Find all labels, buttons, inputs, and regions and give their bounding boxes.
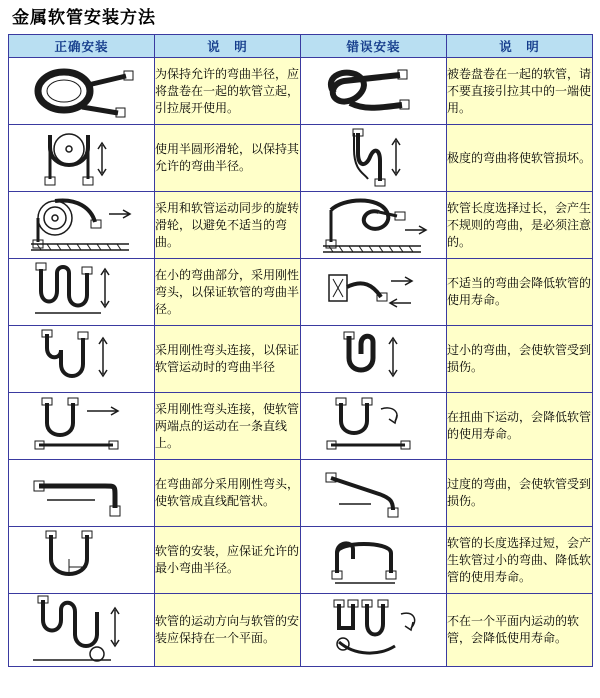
correct-install-figure — [9, 326, 155, 393]
correct-description: 为保持允许的弯曲半径，应将盘卷在一起的软管立起，引拉展开使用。 — [155, 58, 301, 125]
coiled-hose-correct-icon — [9, 61, 154, 121]
header-description-1: 说 明 — [155, 35, 301, 58]
installation-methods-table — [8, 34, 593, 667]
twisting-motion-wrong-icon — [301, 395, 446, 457]
correct-install-figure — [9, 460, 155, 527]
long-hose-wrong-icon — [301, 194, 446, 256]
table-row — [9, 527, 593, 594]
table-row — [9, 125, 593, 192]
min-bend-radius-correct-icon — [9, 529, 154, 591]
correct-description: 软管的运动方向与软管的安装应保持在一个平面。 — [155, 594, 301, 667]
correct-install-figure — [9, 393, 155, 460]
table-header-row — [9, 35, 593, 58]
wrong-description: 过小的弯曲，会使软管受到损伤。 — [447, 326, 593, 393]
wrong-install-figure — [301, 58, 447, 125]
rotating-pulley-correct-icon — [9, 194, 154, 256]
correct-install-figure — [9, 125, 155, 192]
out-of-plane-motion-wrong-icon — [301, 594, 446, 666]
correct-install-figure — [9, 58, 155, 125]
wrong-install-figure — [301, 259, 447, 326]
wrong-install-figure — [301, 125, 447, 192]
correct-description: 软管的安装，应保证允许的最小弯曲半径。 — [155, 527, 301, 594]
rigid-elbow-connection-correct-icon — [9, 328, 154, 390]
table-header — [9, 35, 593, 58]
correct-install-figure — [9, 527, 155, 594]
rigid-elbow-small-bend-correct-icon — [9, 261, 154, 323]
table-row — [9, 259, 593, 326]
table-row — [9, 460, 593, 527]
wrong-install-figure — [301, 594, 447, 667]
straight-line-motion-correct-icon — [9, 395, 154, 457]
wrong-install-figure — [301, 326, 447, 393]
correct-description: 使用半圆形滑轮，以保持其允许的弯曲半径。 — [155, 125, 301, 192]
too-small-bend-wrong-icon — [301, 328, 446, 390]
sharp-bend-wrong-icon — [301, 127, 446, 189]
correct-install-figure — [9, 192, 155, 259]
wrong-description: 极度的弯曲将使软管损坏。 — [447, 125, 593, 192]
wrong-description: 被卷盘卷在一起的软管，请不要直接引拉其中的一端使用。 — [447, 58, 593, 125]
wrong-description: 过度的弯曲，会使软管受到损伤。 — [447, 460, 593, 527]
table-row — [9, 594, 593, 667]
table-row — [9, 326, 593, 393]
excessive-bend-wrong-icon — [301, 464, 446, 522]
wrong-install-figure — [301, 460, 447, 527]
wrong-description: 在扭曲下运动，会降低软管的使用寿命。 — [447, 393, 593, 460]
wrong-install-figure — [301, 527, 447, 594]
correct-description: 采用和软管运动同步的旋转滑轮，以避免不适当的弯曲。 — [155, 192, 301, 259]
header-correct-install: 正确安装 — [9, 35, 155, 58]
straight-pipe-elbow-correct-icon — [9, 464, 154, 522]
page-title: 金属软管安装方法 — [12, 8, 156, 28]
wrong-install-figure — [301, 192, 447, 259]
wrong-description: 软管的长度选择过短，会产生软管过小的弯曲、降低软管的使用寿命。 — [447, 527, 593, 594]
header-description-2: 说 明 — [447, 35, 593, 58]
improper-bend-wrong-icon — [301, 261, 446, 323]
correct-install-figure — [9, 594, 155, 667]
table-body — [9, 58, 593, 667]
semicircle-pulley-correct-icon — [9, 127, 154, 189]
table-row — [9, 192, 593, 259]
table-row — [9, 393, 593, 460]
wrong-description: 不适当的弯曲会降低软管的使用寿命。 — [447, 259, 593, 326]
wrong-install-figure — [301, 393, 447, 460]
wrong-description: 不在一个平面内运动的软管，会降低使用寿命。 — [447, 594, 593, 667]
correct-description: 在弯曲部分采用刚性弯头，使软管成直线配管状。 — [155, 460, 301, 527]
correct-description: 采用刚性弯头连接，以保证软管运动时的弯曲半径 — [155, 326, 301, 393]
wrong-description: 软管长度选择过长，会产生不规则的弯曲，是必须注意的。 — [447, 192, 593, 259]
too-long-hose-wrong-icon — [301, 529, 446, 591]
correct-description: 在小的弯曲部分，采用刚性弯头，以保证软管的弯曲半径。 — [155, 259, 301, 326]
correct-install-figure — [9, 259, 155, 326]
correct-description: 采用刚性弯头连接，使软管两端点的运动在一条直线上。 — [155, 393, 301, 460]
table-row — [9, 58, 593, 125]
same-plane-motion-correct-icon — [9, 594, 154, 666]
header-wrong-install: 错误安装 — [301, 35, 447, 58]
coiled-hose-wrong-icon — [301, 61, 446, 121]
